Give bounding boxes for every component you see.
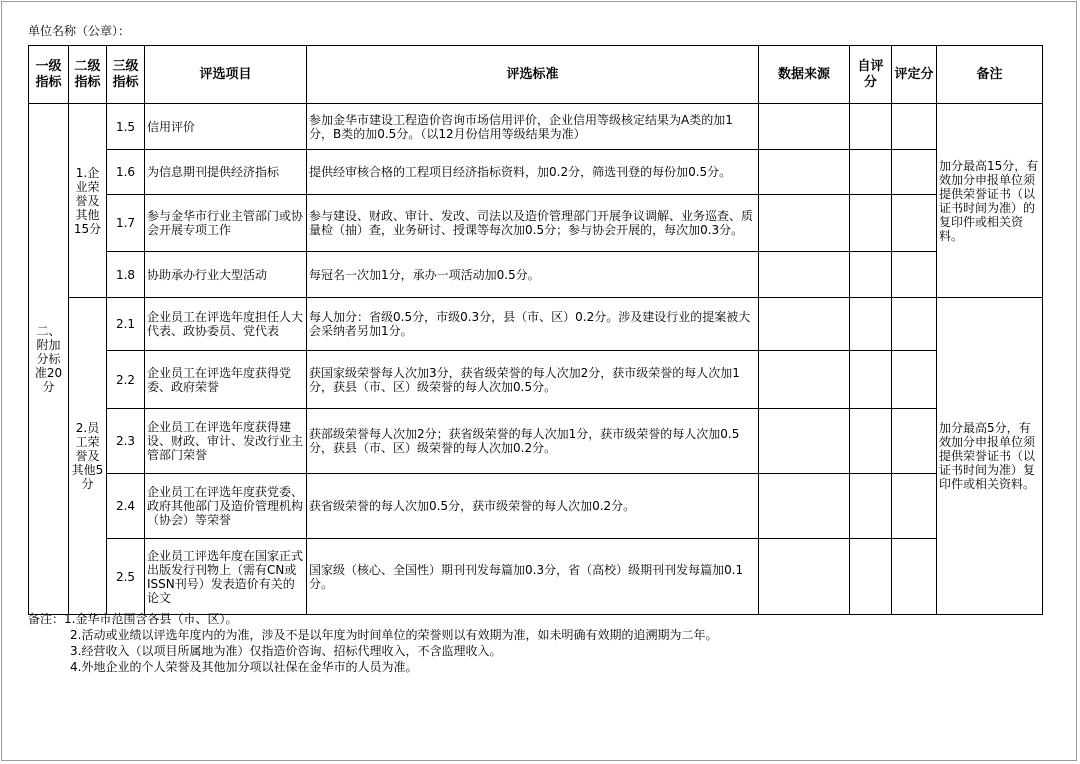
item-cell: 信用评价 — [145, 104, 307, 150]
level3-code: 1.5 — [107, 104, 145, 150]
table-row — [29, 104, 1043, 150]
self-score-cell[interactable] — [850, 252, 892, 298]
item-cell: 协助承办行业大型活动 — [145, 252, 307, 298]
standard-cell: 每人加分：省级0.5分，市级0.3分，县（市、区）0.2分。涉及建设行业的提案被大会采纳者另加1分。 — [307, 298, 759, 351]
level3-code: 2.2 — [107, 351, 145, 409]
standard-cell: 提供经审核合格的工程项目经济指标资料，加0.2分，筛选刊登的每份加0.5分。 — [307, 150, 759, 195]
level3-code: 1.6 — [107, 150, 145, 195]
self-score-cell[interactable] — [850, 150, 892, 195]
self-score-cell[interactable] — [850, 104, 892, 150]
level3-code: 2.3 — [107, 409, 145, 474]
item-cell: 企业员工评选年度在国家正式出版发行刊物上（需有CN或ISSN刊号）发表造价有关的论文 — [145, 539, 307, 615]
item-cell: 企业员工在评选年度获得建设、财政、审计、发改行业主管部门荣誉 — [145, 409, 307, 474]
table-row — [29, 474, 1043, 539]
item-cell: 企业员工在评选年度获党委、政府其他部门及造价管理机构（协会）等荣誉 — [145, 474, 307, 539]
header-item: 评选项目 — [145, 46, 307, 104]
level3-code: 1.8 — [107, 252, 145, 298]
item-cell: 为信息期刊提供经济指标 — [145, 150, 307, 195]
standard-cell: 获国家级荣誉每人次加3分，获省级荣誉的每人次加2分，获市级荣誉的每人次加1分，获县（市、区）级荣誉的每人次加0.5分。 — [307, 351, 759, 409]
rated-score-cell[interactable] — [892, 409, 937, 474]
standard-cell: 国家级（核心、全国性）期刊刊发每篇加0.3分，省（高校）级期刊刊发每篇加0.1分。 — [307, 539, 759, 615]
header-row — [29, 46, 1043, 104]
source-cell[interactable] — [759, 351, 850, 409]
table-row — [29, 298, 1043, 351]
source-cell[interactable] — [759, 104, 850, 150]
source-cell[interactable] — [759, 195, 850, 252]
standard-cell: 获部级荣誉每人次加2分；获省级荣誉的每人次加1分，获市级荣誉的每人次加0.5分，获县（市、区）级荣誉的每人次加0.2分。 — [307, 409, 759, 474]
standard-cell: 每冠名一次加1分，承办一项活动加0.5分。 — [307, 252, 759, 298]
level3-code: 2.4 — [107, 474, 145, 539]
header-rated-score: 评定分 — [892, 46, 937, 104]
header-source: 数据来源 — [759, 46, 850, 104]
level2-cell: 2.员工荣誉及其他5分 — [69, 298, 107, 615]
level2-cell: 1.企业荣誉及其他15分 — [69, 104, 107, 298]
footnote-4: 4.外地企业的个人荣誉及其他加分项以社保在金华市的人员为准。 — [70, 660, 418, 674]
level3-code: 2.1 — [107, 298, 145, 351]
level1-cell: 二、附加分标准20分 — [29, 104, 69, 615]
table-row — [29, 539, 1043, 615]
self-score-cell[interactable] — [850, 298, 892, 351]
header-level1: 一级指标 — [29, 46, 69, 104]
source-cell[interactable] — [759, 150, 850, 195]
table-row — [29, 409, 1043, 474]
item-cell: 企业员工在评选年度担任人大代表、政协委员、党代表 — [145, 298, 307, 351]
table-row — [29, 195, 1043, 252]
level3-code: 2.5 — [107, 539, 145, 615]
source-cell[interactable] — [759, 474, 850, 539]
self-score-cell[interactable] — [850, 195, 892, 252]
self-score-cell[interactable] — [850, 539, 892, 615]
remarks-cell: 加分最高15分，有效加分申报单位须提供荣誉证书（以证书时间为准）的复印件或相关资料。 — [937, 104, 1043, 298]
source-cell[interactable] — [759, 409, 850, 474]
header-self-score: 自评分 — [850, 46, 892, 104]
footnote-1: 备注：1.金华市范围含各县（市、区）。 — [28, 612, 238, 626]
rated-score-cell[interactable] — [892, 474, 937, 539]
header-level3: 三级指标 — [107, 46, 145, 104]
source-cell[interactable] — [759, 539, 850, 615]
self-score-cell[interactable] — [850, 351, 892, 409]
table-row — [29, 252, 1043, 298]
rated-score-cell[interactable] — [892, 195, 937, 252]
rated-score-cell[interactable] — [892, 539, 937, 615]
header-level2: 二级指标 — [69, 46, 107, 104]
rated-score-cell[interactable] — [892, 252, 937, 298]
unit-name-label: 单位名称（公章）： — [28, 24, 131, 38]
scoring-table — [28, 45, 1043, 615]
standard-cell: 获省级荣誉的每人次加0.5分，获市级荣誉的每人次加0.2分。 — [307, 474, 759, 539]
standard-cell: 参与建设、财政、审计、发改、司法以及造价管理部门开展争议调解、业务巡查、质量检（抽）查，业务研讨、授课等每次加0.5分；参与协会开展的，每次加0.3分。 — [307, 195, 759, 252]
rated-score-cell[interactable] — [892, 351, 937, 409]
rated-score-cell[interactable] — [892, 104, 937, 150]
self-score-cell[interactable] — [850, 474, 892, 539]
item-cell: 企业员工在评选年度获得党委、政府荣誉 — [145, 351, 307, 409]
source-cell[interactable] — [759, 298, 850, 351]
footnote-2: 2.活动或业绩以评选年度内的为准，涉及不是以年度为时间单位的荣誉则以有效期为准，如未明确有效期的追溯期为二年。 — [70, 628, 718, 642]
table-row — [29, 150, 1043, 195]
standard-cell: 参加金华市建设工程造价咨询市场信用评价，企业信用等级核定结果为A类的加1分，B类的加0.5分。（以12月份信用等级结果为准） — [307, 104, 759, 150]
self-score-cell[interactable] — [850, 409, 892, 474]
item-cell: 参与金华市行业主管部门或协会开展专项工作 — [145, 195, 307, 252]
table-row — [29, 351, 1043, 409]
level3-code: 1.7 — [107, 195, 145, 252]
footnote-3: 3.经营收入（以项目所属地为准）仅指造价咨询、招标代理收入，不含监理收入。 — [70, 644, 502, 658]
rated-score-cell[interactable] — [892, 298, 937, 351]
remarks-cell: 加分最高5分，有效加分申报单位须提供荣誉证书（以证书时间为准）复印件或相关资料。 — [937, 298, 1043, 615]
source-cell[interactable] — [759, 252, 850, 298]
rated-score-cell[interactable] — [892, 150, 937, 195]
header-remarks: 备注 — [937, 46, 1043, 104]
footnotes — [28, 611, 717, 675]
header-standard: 评选标准 — [307, 46, 759, 104]
